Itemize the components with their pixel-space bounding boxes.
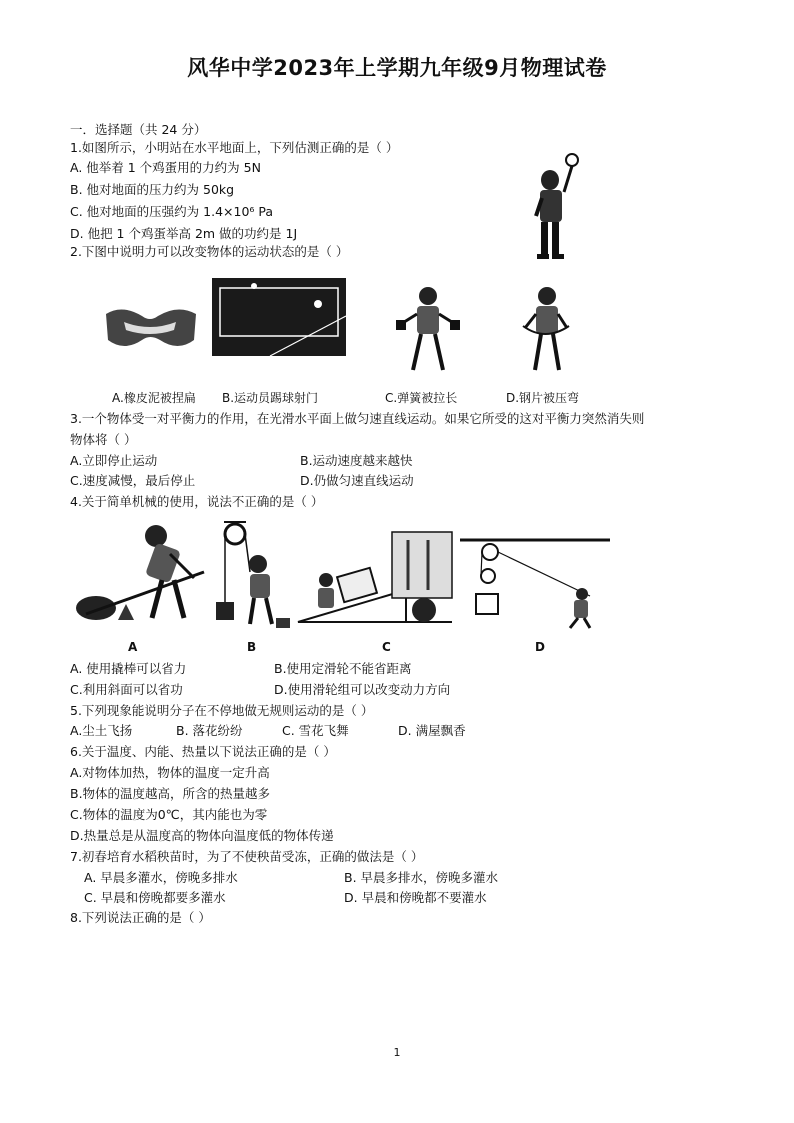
q7-option-d: D. 早晨和傍晚都不要灌水 [344,890,487,905]
q3-option-c: C.速度减慢，最后停止 [70,473,196,488]
q2-caption-a: A.橡皮泥被捏扁 [112,391,196,405]
q5-option-d: D. 满屋飘香 [398,723,466,738]
q3-stem-continued: 物体将（ ） [70,432,137,447]
q5-option-c: C. 雪花飞舞 [282,723,349,738]
q2-spring-stretched-figure [395,284,461,372]
q2-caption-b: B.运动员踢球射门 [222,391,319,405]
q2-steel-bent-figure [517,284,577,372]
q7-option-a: A. 早晨多灌水，傍晚多排水 [84,870,238,885]
q3-option-b: B.运动速度越来越快 [300,453,413,468]
q4-option-a: A. 使用撬棒可以省力 [70,661,187,676]
q1-stem: 1.如图所示，小明站在水平地面上，下列估测正确的是（ ） [70,140,399,155]
q6-option-a: A.对物体加热，物体的温度一定升高 [70,765,270,780]
q4-crowbar-figure [74,520,212,630]
q5-option-a: A.尘土飞扬 [70,723,133,738]
q4-pulley-block-figure [460,536,610,630]
q7-option-b: B. 早晨多排水，傍晚多灌水 [344,870,499,885]
q4-figure-label-a: A [128,640,138,654]
q5-stem: 5.下列现象能说明分子在不停地做无规则运动的是（ ） [70,703,374,718]
q6-stem: 6.关于温度、内能、热量以下说法正确的是（ ） [70,744,336,759]
q4-figure-label-c: C [382,640,391,654]
q4-option-b: B.使用定滑轮不能省距离 [274,661,412,676]
q3-option-a: A.立即停止运动 [70,453,158,468]
page-number: 1 [393,1046,401,1059]
q1-option-a: A. 他举着 1 个鸡蛋用的力约为 5N [70,160,261,175]
q2-caption-c: C.弹簧被拉长 [385,391,458,405]
q7-option-c: C. 早晨和傍晚都要多灌水 [84,890,226,905]
q4-stem: 4.关于简单机械的使用，说法不正确的是（ ） [70,494,324,509]
q1-option-d: D. 他把 1 个鸡蛋举高 2m 做的功约是 1J [70,226,298,241]
q2-caption-d: D.钢片被压弯 [506,391,580,405]
q1-option-b: B. 他对地面的压力约为 50kg [70,182,235,197]
q6-option-c: C.物体的温度为0℃，其内能也为零 [70,807,268,822]
q6-option-d: D.热量总是从温度高的物体向温度低的物体传递 [70,828,334,843]
q4-figure-label-d: D [535,640,545,654]
q8-stem: 8.下列说法正确的是（ ） [70,910,211,925]
q7-stem: 7.初春培育水稻秧苗时，为了不使秧苗受冻，正确的做法是（ ） [70,849,424,864]
q5-option-b: B. 落花纷纷 [176,723,243,738]
q4-inclined-plane-figure [296,530,456,630]
q2-goal-kick-figure [210,276,348,358]
q4-option-c: C.利用斜面可以省功 [70,682,183,697]
section-heading: 一．选择题（共 24 分） [70,122,207,137]
q3-stem: 3.一个物体受一对平衡力的作用，在光滑水平面上做匀速直线运动。如果它所受的这对平衡力突然消失则 [70,411,645,426]
q2-clay-squeezed-figure [102,300,200,356]
q1-option-c: C. 他对地面的压强约为 1.4×10⁶ Pa [70,204,274,219]
q3-option-d: D.仍做匀速直线运动 [300,473,414,488]
q1-boy-holding-egg-figure [528,150,598,265]
q4-fixed-pulley-figure [210,520,294,630]
q2-stem: 2.下图中说明力可以改变物体的运动状态的是（ ） [70,244,349,259]
q4-figure-label-b: B [247,640,257,654]
q4-option-d: D.使用滑轮组可以改变动力方向 [274,682,451,697]
exam-title: 风华中学2023年上学期九年级9月物理试卷 [187,56,607,80]
q6-option-b: B.物体的温度越高，所含的热量越多 [70,786,271,801]
